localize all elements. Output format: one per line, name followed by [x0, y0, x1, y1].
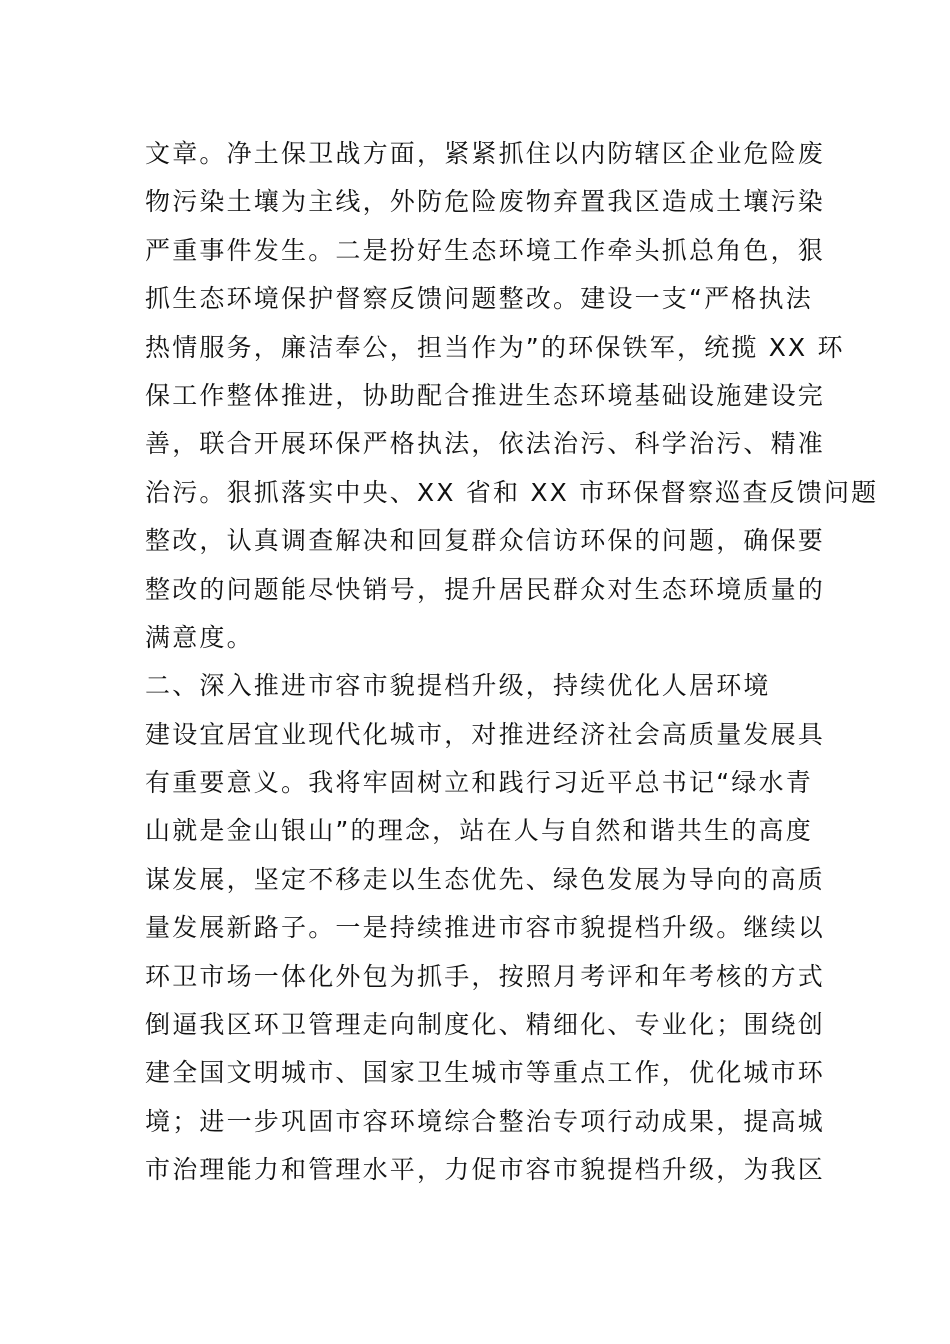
text-line: 谋发展，坚定不移走以生态优先、绿色发展为导向的高质 [145, 864, 826, 894]
text-line: 环卫市场一体化外包为抓手，按照月考评和年考核的方式 [145, 961, 826, 991]
text-line: 保工作整体推进，协助配合推进生态环境基础设施建设完 [145, 380, 826, 410]
text-line: 文章。净土保卫战方面，紧紧抓住以内防辖区企业危险废 [145, 139, 826, 168]
body-text [145, 130, 879, 1195]
text-line: 境；进一步巩固市容环境综合整治专项行动成果，提高城 [145, 1106, 826, 1136]
text-line: 严重事件发生。二是扮好生态环境工作牵头抓总角色，狠 [145, 235, 826, 265]
text-line: 善，联合开展环保严格执法，依法治污、科学治污、精准 [145, 429, 826, 459]
text-line: 抓生态环境保护督察反馈问题整改。建设一支“严格执法 [145, 284, 813, 314]
text-line: 倒逼我区环卫管理走向制度化、精细化、专业化；围绕创 [145, 1010, 826, 1040]
text-line: 量发展新路子。一是持续推进市容市貌提档升级。继续以 [145, 913, 826, 943]
text-line: 有重要意义。我将牢固树立和践行习近平总书记“绿水青 [145, 768, 813, 798]
text-line: 整改，认真调查解决和回复群众信访环保的问题，确保要 [145, 526, 826, 556]
text-line: 建全国文明城市、国家卫生城市等重点工作，优化城市环 [145, 1058, 826, 1088]
text-line: 整改的问题能尽快销号，提升居民群众对生态环境质量的 [145, 574, 826, 604]
text-line: 市治理能力和管理水平，力促市容市貌提档升级，为我区 [145, 1155, 826, 1185]
text-line: 建设宜居宜业现代化城市，对推进经济社会高质量发展具 [145, 719, 826, 749]
text-line: 物污染土壤为主线，外防危险废物弃置我区造成土壤污染 [145, 187, 826, 217]
text-line: 满意度。 [145, 622, 254, 652]
section-heading: 二、深入推进市容市貌提档升级，持续优化人居环境 [145, 671, 771, 701]
text-line: 治污。狠抓落实中央、XX 省和 XX 市环保督察巡查反馈问题 [145, 477, 879, 507]
text-line: 山就是金山银山”的理念，站在人与自然和谐共生的高度 [145, 816, 813, 846]
text-line: 热情服务，廉洁奉公，担当作为”的环保铁军，统揽 XX 环 [145, 332, 845, 362]
